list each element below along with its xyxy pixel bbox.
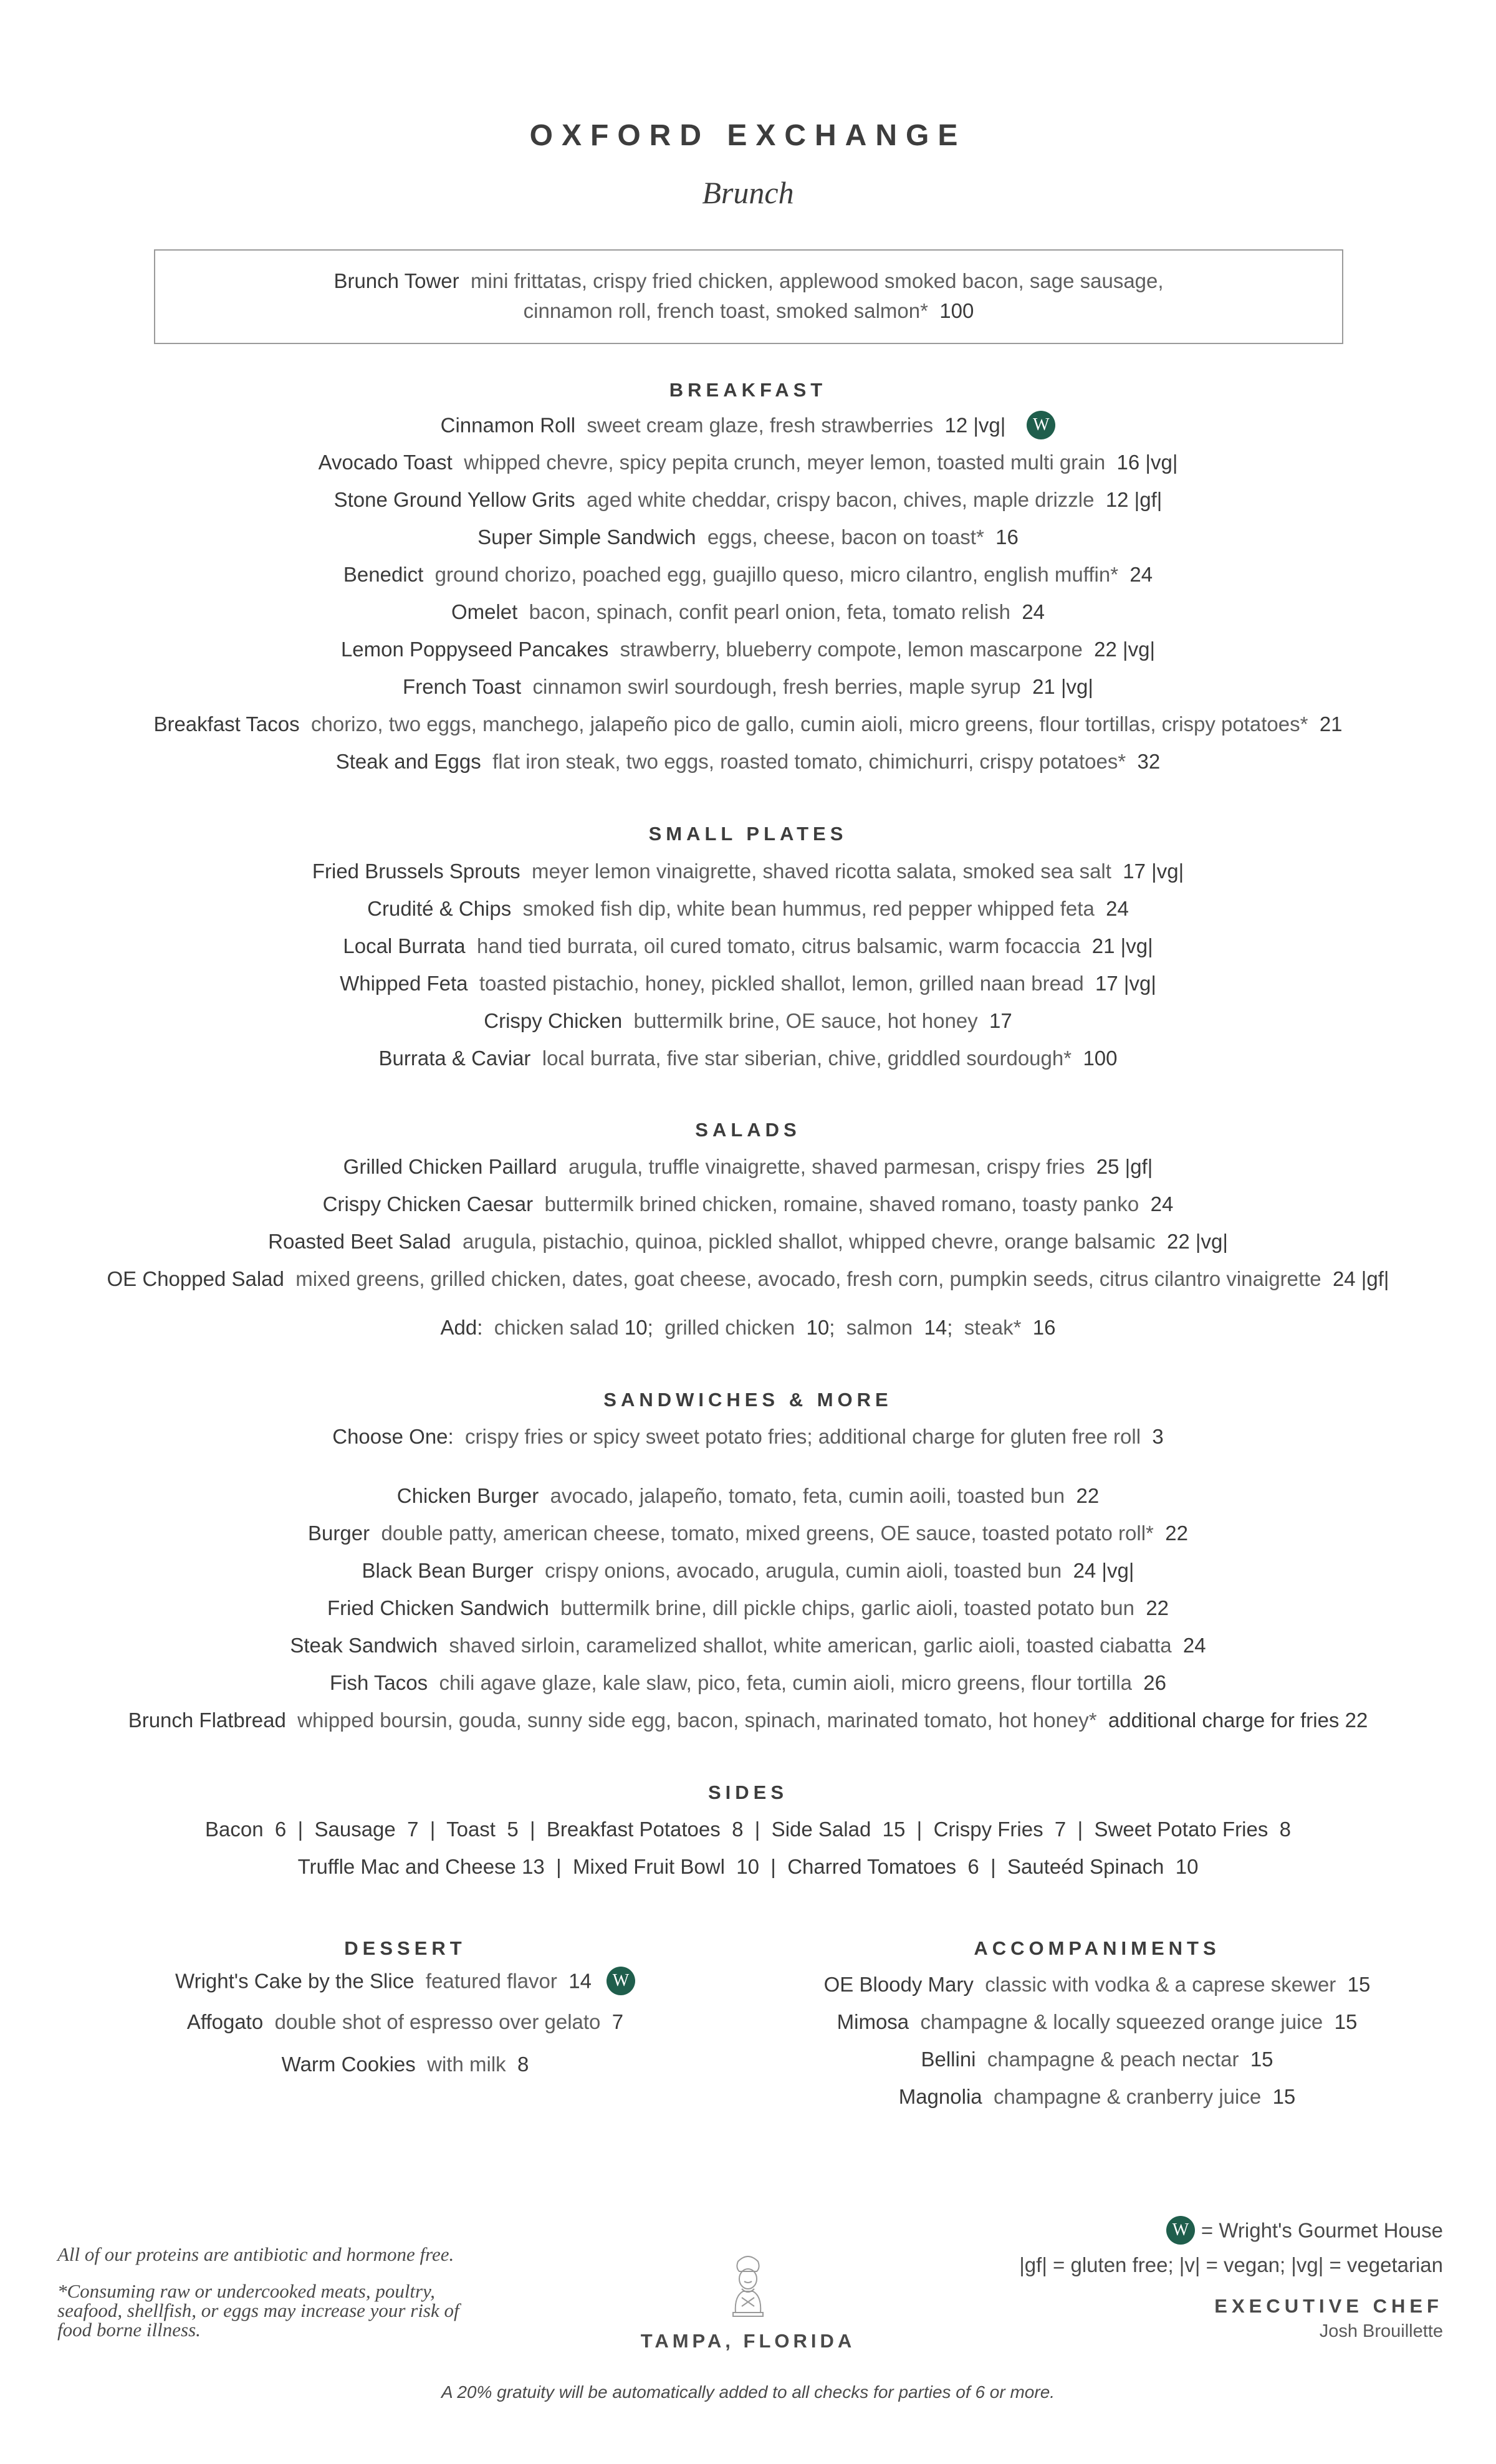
item-name: Brunch Flatbread: [128, 1709, 286, 1732]
item-price: 15: [1334, 2010, 1358, 2033]
menu-item: [0, 934, 1496, 959]
item-name: Lemon Poppyseed Pancakes: [340, 638, 609, 661]
item-name: Whipped Feta: [340, 972, 468, 995]
raw-food-warning: [57, 2281, 459, 2339]
warning-line: *Consuming raw or undercooked meats, poultry,: [57, 2280, 435, 2302]
small-plates-heading: SMALL PLATES: [648, 823, 848, 845]
item-name: Mimosa: [837, 2010, 909, 2033]
item-desc: bacon, spinach, confit pearl onion, feta, tomato relish: [529, 600, 1010, 623]
item-name: Avocado Toast: [318, 451, 453, 474]
item-name: Warm Cookies: [281, 2053, 416, 2076]
dessert-heading: DESSERT: [344, 1937, 466, 1959]
sides-heading: SIDES: [707, 1781, 789, 1803]
item-name: Burrata & Caviar: [378, 1047, 531, 1070]
item-price: 25 |gf|: [1096, 1155, 1153, 1178]
menu-item: [817, 1972, 1378, 2010]
wrights-w-icon: W: [607, 1967, 635, 1995]
menu-item: [0, 859, 1496, 884]
menu-item: [0, 1521, 1496, 1546]
item-name: Super Simple Sandwich: [477, 525, 696, 549]
item-name: French Toast: [403, 675, 522, 698]
menu-item: [0, 1596, 1496, 1621]
item-name: Benedict: [343, 563, 424, 586]
item-desc: toasted pistachio, honey, pickled shallot, lemon, grilled naan bread: [479, 972, 1084, 995]
choose-one-line: [0, 1424, 1496, 1449]
item-name: Affogato: [186, 2010, 264, 2033]
item-name: OE Chopped Salad: [107, 1267, 284, 1290]
menu-item: [817, 2047, 1378, 2084]
item-name: Crispy Chicken: [484, 1009, 623, 1032]
tower-line-1: [155, 266, 1342, 296]
item-desc: crispy onions, avocado, arugula, cumin aioli, toasted bun: [545, 1559, 1062, 1582]
item-desc: ground chorizo, poached egg, guajillo queso, micro cilantro, english muffin*: [434, 563, 1119, 586]
item-desc: shaved sirloin, caramelized shallot, white american, garlic aioli, toasted ciabatta: [449, 1634, 1172, 1657]
item-desc: meyer lemon vinaigrette, shaved ricotta salata, smoked sea salt: [531, 860, 1111, 883]
item-desc: hand tied burrata, oil cured tomato, citrus balsamic, warm focaccia: [476, 934, 1081, 957]
item-desc: sweet cream glaze, fresh strawberries: [587, 413, 934, 437]
menu-item: [0, 413, 1496, 441]
menu-item: [156, 2052, 654, 2077]
menu-item: [0, 1708, 1496, 1733]
item-price: 24: [1022, 600, 1045, 623]
item-desc: champagne & peach nectar: [987, 2048, 1239, 2071]
accompaniments-heading: ACCOMPANIMENTS: [974, 1937, 1220, 1959]
item-price: 15: [1347, 1973, 1371, 1996]
menu-item: [0, 450, 1496, 475]
menu-item: [0, 1046, 1496, 1071]
item-name: Roasted Beet Salad: [268, 1230, 451, 1253]
item-desc: chili agave glaze, kale slaw, pico, feta, cumin aioli, micro greens, flour tortilla: [439, 1671, 1132, 1694]
wrights-w-icon: W: [1027, 411, 1055, 439]
salad-add-ons: Add: chicken salad 10; grilled chicken 10; salmon 14; steak* 16: [440, 1316, 1056, 1339]
item-name: Crudité & Chips: [367, 897, 512, 920]
item-name: Magnolia: [898, 2085, 982, 2108]
legend-wright: [842, 2218, 1443, 2246]
item-name: Fried Brussels Sprouts: [312, 860, 520, 883]
menu-subtitle: Brunch: [702, 175, 794, 210]
item-name: Fish Tacos: [329, 1671, 428, 1694]
menu-item: [0, 487, 1496, 512]
menu-item: [0, 749, 1496, 774]
item-price: 24: [1182, 1634, 1206, 1657]
add-on-name: grilled chicken: [664, 1316, 795, 1339]
item-name: Omelet: [451, 600, 518, 623]
item-price: 7: [611, 2010, 624, 2033]
proteins-note: All of our proteins are antibiotic and hormone free.: [57, 2243, 454, 2265]
item-desc: with milk: [427, 2053, 506, 2076]
menu-item: [156, 1968, 654, 2010]
salads-heading: SALADS: [695, 1119, 801, 1141]
gratuity-note: A 20% gratuity will be automatically added to all checks for parties of 6 or more.: [441, 2382, 1055, 2402]
item-price: 22 |vg|: [1094, 638, 1156, 661]
warning-line: food borne illness.: [57, 2319, 201, 2341]
menu-item: [0, 637, 1496, 662]
add-label: Add:: [440, 1316, 483, 1339]
item-price: 24 |vg|: [1073, 1559, 1134, 1582]
menu-item: [0, 674, 1496, 699]
item-name: Steak Sandwich: [290, 1634, 438, 1657]
item-desc: mixed greens, grilled chicken, dates, goat cheese, avocado, fresh corn, pumpkin seeds, citrus cilantro vinaigrette: [295, 1267, 1321, 1290]
menu-item: [0, 1229, 1496, 1254]
item-price: 24: [1106, 897, 1129, 920]
choose-desc: crispy fries or spicy sweet potato fries; additional charge for gluten free roll: [465, 1425, 1141, 1448]
accompaniments-section: [817, 1937, 1378, 2109]
item-price: 22 |vg|: [1167, 1230, 1228, 1253]
item-desc: eggs, cheese, bacon on toast*: [707, 525, 984, 549]
item-price: 17: [989, 1009, 1012, 1032]
item-name: Local Burrata: [343, 934, 466, 957]
item-desc: cinnamon swirl sourdough, fresh berries, maple syrup: [532, 675, 1021, 698]
add-on-name: chicken salad: [494, 1316, 619, 1339]
item-price: 8: [517, 2053, 529, 2076]
menu-item: [0, 1267, 1496, 1292]
add-on-name: steak*: [964, 1316, 1022, 1339]
item-price: 15: [1250, 2048, 1273, 2071]
item-desc: buttermilk brine, OE sauce, hot honey: [633, 1009, 978, 1032]
item-desc: aged white cheddar, crispy bacon, chives, maple drizzle: [587, 488, 1095, 511]
restaurant-title: OXFORD EXCHANGE: [529, 119, 967, 152]
tower-line-2: [155, 296, 1342, 326]
item-name: Burger: [308, 1522, 370, 1545]
menu-item: [817, 2084, 1378, 2109]
menu-item: [0, 1671, 1496, 1695]
location: TAMPA, FLORIDA: [640, 2330, 856, 2352]
item-price: 16 |vg|: [1116, 451, 1178, 474]
item-desc: cinnamon roll, french toast, smoked salmon*: [523, 299, 928, 322]
item-name: Steak and Eggs: [335, 750, 481, 773]
breakfast-heading: BREAKFAST: [669, 379, 827, 401]
item-desc: buttermilk brine, dill pickle chips, garlic aioli, toasted potato bun: [560, 1596, 1134, 1619]
item-price: 15: [1272, 2085, 1296, 2108]
dessert-section: [156, 1937, 654, 2077]
menu-item: [156, 2010, 654, 2052]
item-name: Bellini: [921, 2048, 976, 2071]
brunch-tower-box: [154, 249, 1343, 344]
menu-item: [0, 1484, 1496, 1508]
menu-item: [0, 896, 1496, 921]
item-name: Stone Ground Yellow Grits: [333, 488, 575, 511]
item-name: Cinnamon Roll: [440, 413, 576, 437]
item-desc: arugula, pistachio, quinoa, pickled shallot, whipped chevre, orange balsamic: [463, 1230, 1156, 1253]
menu-item: [0, 1192, 1496, 1217]
item-price: 17 |vg|: [1095, 972, 1156, 995]
item-price: 12 |gf|: [1105, 488, 1163, 511]
item-desc: smoked fish dip, white bean hummus, red pepper whipped feta: [522, 897, 1095, 920]
chef-name: Josh Brouillette: [1319, 2321, 1443, 2341]
item-name: Wright's Cake by the Slice: [175, 1969, 415, 1993]
item-price: 22: [1076, 1484, 1100, 1507]
item-price: 16: [995, 525, 1019, 549]
menu-item: [0, 712, 1496, 737]
item-name: Chicken Burger: [396, 1484, 539, 1507]
item-price: 100: [939, 299, 974, 322]
item-price: 24: [1129, 563, 1153, 586]
menu-item: [0, 525, 1496, 550]
item-price: 22: [1165, 1522, 1188, 1545]
menu-item: [0, 1633, 1496, 1658]
item-price: 100: [1083, 1047, 1118, 1070]
item-price: additional charge for fries 22: [1108, 1709, 1368, 1732]
warning-line: seafood, shellfish, or eggs may increase your risk of: [57, 2299, 459, 2321]
item-desc: double patty, american cheese, tomato, mixed greens, OE sauce, toasted potato roll*: [381, 1522, 1154, 1545]
item-name: Brunch Tower: [333, 269, 459, 292]
item-desc: chorizo, two eggs, manchego, jalapeño pico de gallo, cumin aioli, micro greens, flour tortillas, crispy potatoes*: [310, 712, 1308, 736]
item-name: Grilled Chicken Paillard: [343, 1155, 557, 1178]
sides-row-1: Bacon 6 | Sausage 7 | Toast 5 | Breakfast Potatoes 8 | Side Salad 15 | Crispy Fries 7 | Sweet Potato Fries 8: [204, 1818, 1292, 1841]
item-desc: champagne & locally squeezed orange juice: [920, 2010, 1323, 2033]
wrights-w-icon: W: [1166, 2216, 1195, 2245]
menu-item: [817, 2010, 1378, 2047]
menu-item: [0, 971, 1496, 996]
bust-statue-icon: [717, 2250, 779, 2319]
item-desc: avocado, jalapeño, tomato, feta, cumin aoili, toasted bun: [550, 1484, 1065, 1507]
legend-wright-text: = Wright's Gourmet House: [1201, 2218, 1443, 2242]
item-desc: featured flavor: [425, 1969, 557, 1993]
add-on-price: 16: [1032, 1316, 1056, 1339]
item-price: 26: [1143, 1671, 1167, 1694]
item-name: Crispy Chicken Caesar: [322, 1192, 534, 1215]
item-price: 21: [1319, 712, 1343, 736]
menu-item: [0, 1154, 1496, 1179]
item-name: Breakfast Tacos: [153, 712, 300, 736]
item-desc: whipped boursin, gouda, sunny side egg, bacon, spinach, marinated tomato, hot honey*: [297, 1709, 1097, 1732]
item-name: OE Bloody Mary: [823, 1973, 974, 1996]
choose-price: 3: [1152, 1425, 1164, 1448]
menu-item: [0, 1009, 1496, 1033]
item-desc: champagne & cranberry juice: [993, 2085, 1262, 2108]
item-price: 24: [1150, 1192, 1174, 1215]
item-desc: flat iron steak, two eggs, roasted tomato, chimichurri, crispy potatoes*: [492, 750, 1126, 773]
menu-item: [0, 562, 1496, 587]
item-price: 17 |vg|: [1123, 860, 1184, 883]
choose-label: Choose One:: [332, 1425, 454, 1448]
item-price: 12 |vg|: [944, 413, 1006, 437]
legend-diet: |gf| = gluten free; |v| = vegan; |vg| = vegetarian: [1019, 2253, 1443, 2276]
add-on-name: salmon: [846, 1316, 913, 1339]
add-on-price: 14: [924, 1316, 947, 1339]
item-desc: mini frittatas, crispy fried chicken, applewood smoked bacon, sage sausage,: [470, 269, 1164, 292]
item-price: 14: [568, 1969, 592, 1993]
item-price: 21 |vg|: [1032, 675, 1093, 698]
item-name: Fried Chicken Sandwich: [327, 1596, 549, 1619]
menu-item: [0, 1558, 1496, 1583]
item-desc: whipped chevre, spicy pepita crunch, meyer lemon, toasted multi grain: [464, 451, 1106, 474]
item-price: 21 |vg|: [1091, 934, 1153, 957]
sides-row-2: Truffle Mac and Cheese 13 | Mixed Fruit Bowl 10 | Charred Tomatoes 6 | Sauteéd Spinach 10: [297, 1855, 1199, 1878]
item-desc: buttermilk brined chicken, romaine, shaved romano, toasty panko: [544, 1192, 1139, 1215]
add-on-price: 10: [624, 1316, 648, 1339]
item-desc: classic with vodka & a caprese skewer: [985, 1973, 1336, 1996]
item-price: 22: [1146, 1596, 1169, 1619]
item-desc: arugula, truffle vinaigrette, shaved parmesan, crispy fries: [568, 1155, 1085, 1178]
chef-title: EXECUTIVE CHEF: [1214, 2295, 1443, 2317]
item-desc: strawberry, blueberry compote, lemon mascarpone: [620, 638, 1083, 661]
item-price: 24 |gf|: [1332, 1267, 1389, 1290]
menu-item: [0, 600, 1496, 625]
item-desc: double shot of espresso over gelato: [274, 2010, 601, 2033]
sandwiches-heading: SANDWICHES & MORE: [603, 1389, 893, 1411]
add-on-price: 10: [806, 1316, 830, 1339]
item-price: 32: [1137, 750, 1161, 773]
item-name: Black Bean Burger: [362, 1559, 534, 1582]
item-desc: local burrata, five star siberian, chive, griddled sourdough*: [542, 1047, 1072, 1070]
